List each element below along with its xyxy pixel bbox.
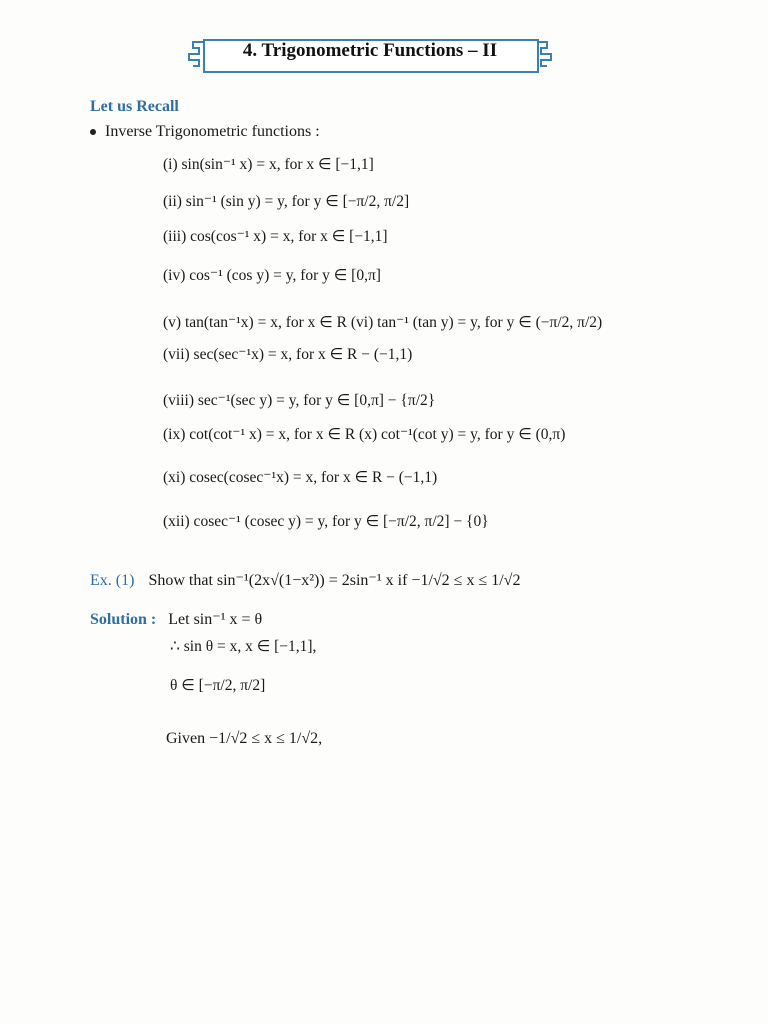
- identity-4: (iv) cos⁻¹ (cos y) = y, for y ∈ [0,π]: [163, 267, 381, 284]
- identity-11: (xi) cosec(cosec⁻¹x) = x, for x ∈ R − (−1,1): [163, 469, 438, 486]
- example-text: Show that sin⁻¹(2x√(1−x²)) = 2sin⁻¹ x if −1/√2 ≤ x ≤ 1/√2: [148, 572, 521, 589]
- identity-9-10: (ix) cot(cot⁻¹ x) = x, for x ∈ R (x) cot⁻¹(cot y) = y, for y ∈ (0,π): [163, 426, 566, 443]
- solution-line-1: Let sin⁻¹ x = θ: [168, 611, 263, 628]
- example-1: [90, 570, 520, 590]
- ornament-right-icon: [535, 36, 553, 72]
- identity-7: (vii) sec(sec⁻¹x) = x, for x ∈ R − (−1,1): [163, 346, 413, 363]
- page-title: 4. Trigonometric Functions – II: [242, 40, 498, 61]
- solution-line-3: θ ∈ [−π/2, π/2]: [170, 677, 266, 694]
- identity-1: (i) sin(sin⁻¹ x) = x, for x ∈ [−1,1]: [163, 156, 374, 173]
- bullet-dot-icon: [90, 129, 96, 135]
- bullet-item: [90, 123, 320, 141]
- identity-8: (viii) sec⁻¹(sec y) = y, for y ∈ [0,π] − {π/2}: [163, 392, 436, 409]
- identity-2: (ii) sin⁻¹ (sin y) = y, for y ∈ [−π/2, π/2]: [163, 193, 410, 210]
- solution-line-4: Given −1/√2 ≤ x ≤ 1/√2,: [166, 730, 323, 747]
- section-heading-recall: Let us Recall: [90, 98, 179, 115]
- identity-3: (iii) cos(cos⁻¹ x) = x, for x ∈ [−1,1]: [163, 228, 388, 245]
- example-label: Ex. (1): [90, 572, 135, 589]
- solution-block: [90, 609, 262, 629]
- title-banner: [187, 36, 553, 74]
- identity-12: (xii) cosec⁻¹ (cosec y) = y, for y ∈ [−π/2, π/2] − {0}: [163, 513, 489, 530]
- solution-label: Solution :: [90, 611, 157, 628]
- solution-line-2: ∴ sin θ = x, x ∈ [−1,1],: [170, 638, 317, 655]
- identity-5-6: (v) tan(tan⁻¹x) = x, for x ∈ R (vi) tan⁻¹ (tan y) = y, for y ∈ (−π/2, π/2): [163, 314, 603, 331]
- bullet-text: Inverse Trigonometric functions :: [105, 123, 320, 140]
